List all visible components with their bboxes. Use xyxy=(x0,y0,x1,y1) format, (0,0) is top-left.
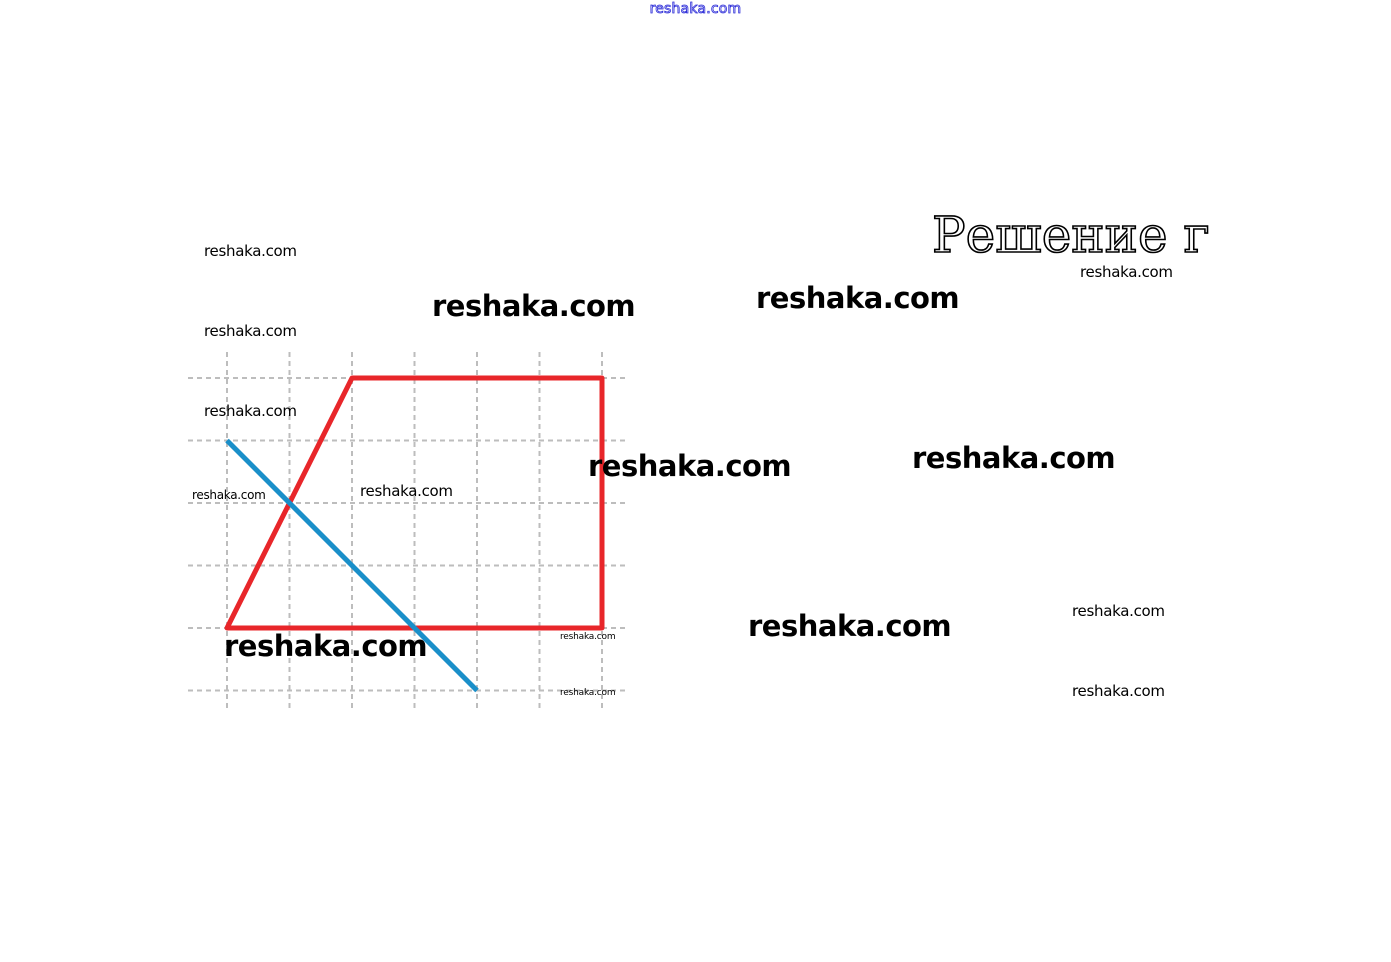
site-link[interactable]: reshaka.com xyxy=(649,1,742,17)
watermark: reshaka.com xyxy=(560,688,616,698)
watermark: reshaka.com xyxy=(912,441,1116,475)
watermark: reshaka.com xyxy=(588,449,792,483)
watermark: reshaka.com xyxy=(204,402,297,420)
watermark: reshaka.com xyxy=(748,609,952,643)
watermark: reshaka.com xyxy=(1072,682,1165,700)
watermark: reshaka.com xyxy=(432,289,636,323)
watermark: reshaka.com xyxy=(1080,263,1173,281)
watermark: reshaka.com xyxy=(560,632,616,642)
watermark: reshaka.com xyxy=(204,322,297,340)
watermark: reshaka.com xyxy=(1072,602,1165,620)
watermark: reshaka.com xyxy=(224,629,428,663)
watermark: reshaka.com xyxy=(756,281,960,315)
watermark: reshaka.com xyxy=(204,242,297,260)
solution-title: Решение г xyxy=(932,206,1210,264)
watermark: reshaka.com xyxy=(192,488,266,502)
watermark: reshaka.com xyxy=(360,482,453,500)
